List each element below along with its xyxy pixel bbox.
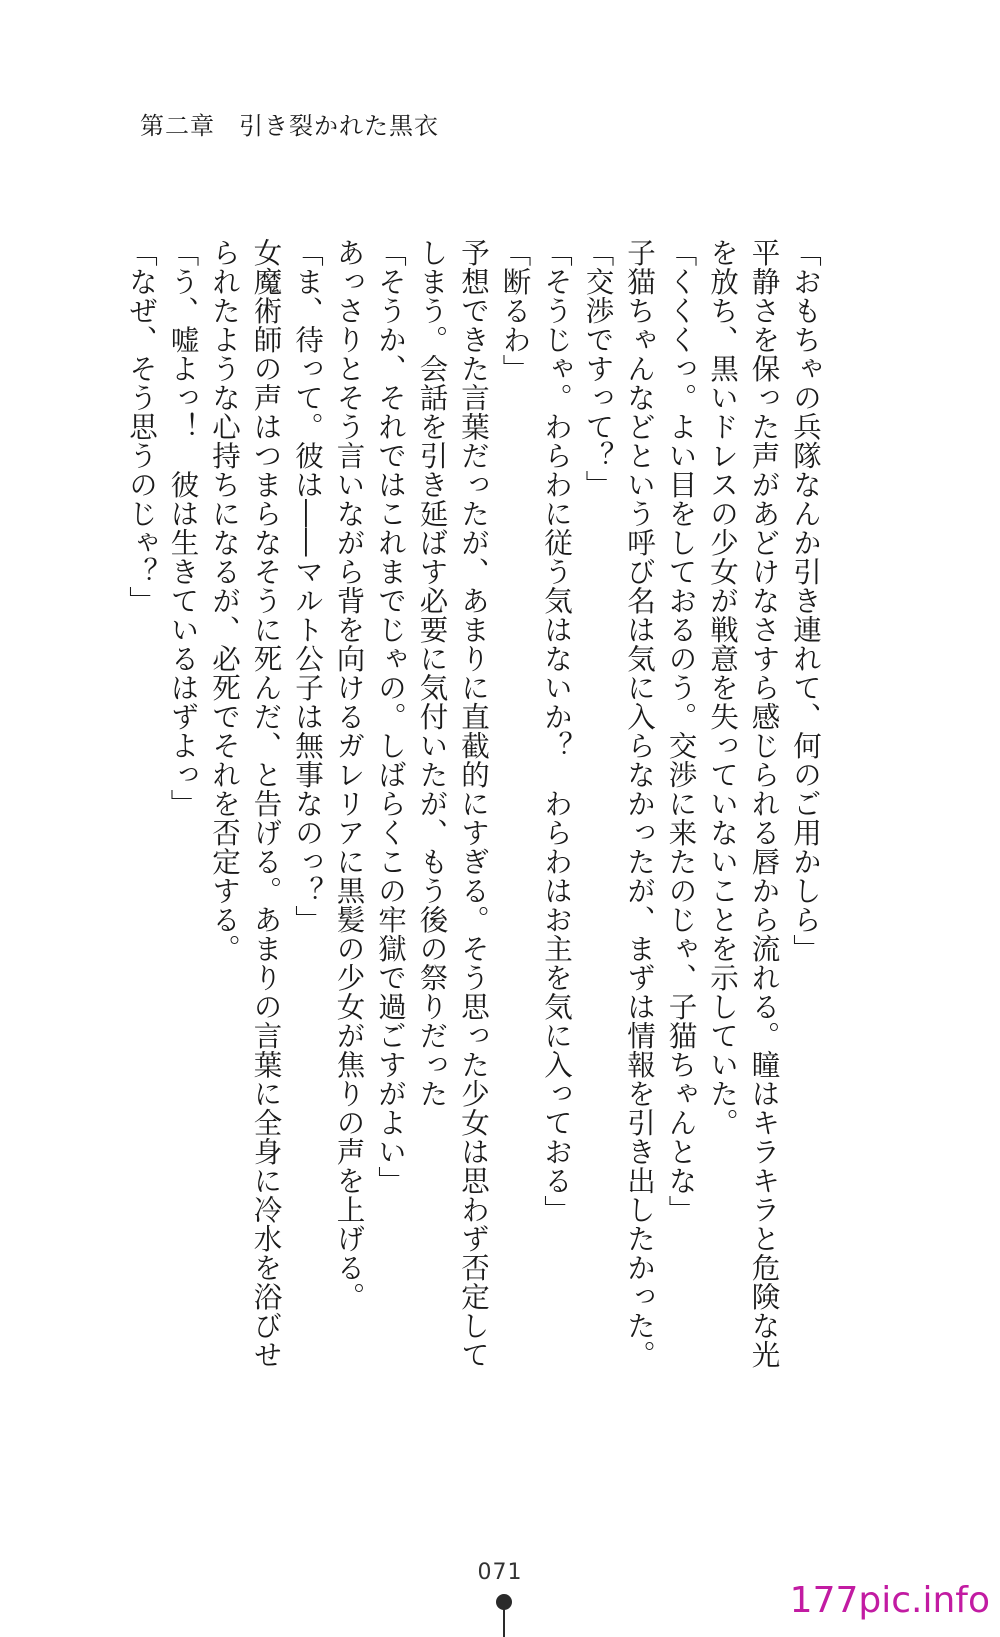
text-line: 予想できた言葉だったが、あまりに直截的にすぎる。そう思った少女は思わず否定して (457, 238, 490, 1369)
chapter-subtitle: 引き裂かれた黒衣 (239, 112, 439, 140)
text-line: 子猫ちゃんなどという呼び名は気に入らなかったが、まずは情報を引き出したかった。 (623, 238, 656, 1369)
text-line: られたような心持ちになるが、必死でそれを否定する。 (208, 238, 241, 963)
text-line: 「くくくっ。よい目をしておるのう。交渉に来たのじゃ、子猫ちゃんとな」 (664, 238, 698, 1224)
chapter-label: 第二章 (140, 112, 215, 140)
watermark: 177pic.info (789, 1580, 990, 1621)
text-line: 「う、嘘よっ！ 彼は生きているはずよっ」 (166, 238, 200, 818)
text-line: を放ち、黒いドレスの少女が戦意を失っていないことを示していた。 (706, 238, 739, 1137)
text-line: あっさりとそう言いながら背を向けるガレリアに黒髪の少女が焦りの声を上げる。 (332, 238, 366, 1311)
chapter-title (140, 106, 439, 141)
text-line: 「そうじゃ。わらわに従う気はないか？ わらわはお主を気に入っておる」 (540, 238, 573, 1224)
text-line: 「ま、待って。彼は――マルト公子は無事なのっ？」 (291, 238, 324, 934)
text-line: 「おもちゃの兵隊なんか引き連れて、何のご用かしら」 (789, 238, 822, 963)
text-line: 平静さを保った声があどけなさすら感じられる唇から流れる。瞳はキラキラと危険な光 (747, 238, 781, 1369)
text-line: しまう。会話を引き延ばす必要に気付いたが、もう後の祭りだった (415, 238, 449, 1108)
page-marker-line (503, 1608, 505, 1637)
text-line: 「そうか、それではこれまでじゃの。しばらくこの牢獄で過ごすがよい」 (374, 238, 407, 1195)
text-line: 「断るわ」 (498, 238, 532, 383)
text-line: 「交渉ですって？」 (581, 238, 615, 499)
text-line: 女魔術師の声はつまらなそうに死んだ、と告げる。あまりの言葉に全身に冷水を浴びせ (249, 238, 283, 1369)
text-line: 「なぜ、そう思うのじゃ？」 (125, 238, 158, 615)
body-text (125, 238, 826, 1369)
page-number: 071 (477, 1560, 523, 1585)
